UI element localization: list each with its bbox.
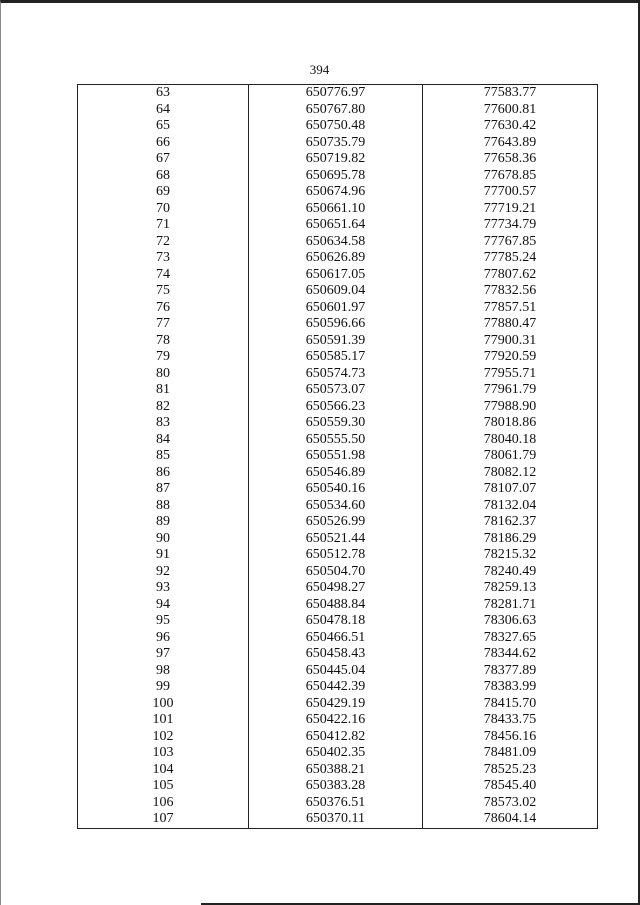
point-number-cell: 79	[78, 349, 249, 366]
y-coordinate-cell: 78433.75	[423, 712, 598, 729]
x-coordinate-cell: 650634.58	[249, 234, 423, 251]
x-coordinate-cell: 650376.51	[249, 795, 423, 812]
table-row	[78, 316, 598, 333]
y-coordinate-cell: 78162.37	[423, 514, 598, 531]
x-coordinate-cell: 650498.27	[249, 580, 423, 597]
point-number-cell: 105	[78, 778, 249, 795]
y-coordinate-cell: 78215.32	[423, 547, 598, 564]
table-row	[78, 580, 598, 597]
point-number-cell: 74	[78, 267, 249, 284]
x-coordinate-cell: 650488.84	[249, 597, 423, 614]
y-coordinate-cell: 77700.57	[423, 184, 598, 201]
x-coordinate-cell: 650546.89	[249, 465, 423, 482]
point-number-cell: 83	[78, 415, 249, 432]
y-coordinate-cell: 77857.51	[423, 300, 598, 317]
point-number-cell: 86	[78, 465, 249, 482]
x-coordinate-cell: 650661.10	[249, 201, 423, 218]
x-coordinate-cell: 650458.43	[249, 646, 423, 663]
point-number-cell: 64	[78, 102, 249, 119]
table-row	[78, 646, 598, 663]
table-row	[78, 795, 598, 812]
table-row	[78, 745, 598, 762]
point-number-cell: 100	[78, 696, 249, 713]
table-row	[78, 300, 598, 317]
x-coordinate-cell: 650422.16	[249, 712, 423, 729]
y-coordinate-cell: 77961.79	[423, 382, 598, 399]
x-coordinate-cell: 650388.21	[249, 762, 423, 779]
y-coordinate-cell: 77832.56	[423, 283, 598, 300]
y-coordinate-cell: 77678.85	[423, 168, 598, 185]
y-coordinate-cell: 78082.12	[423, 465, 598, 482]
x-coordinate-cell: 650591.39	[249, 333, 423, 350]
table-row	[78, 366, 598, 383]
y-coordinate-cell: 78018.86	[423, 415, 598, 432]
y-coordinate-cell: 78481.09	[423, 745, 598, 762]
x-coordinate-cell: 650559.30	[249, 415, 423, 432]
table-row	[78, 498, 598, 515]
y-coordinate-cell: 77719.21	[423, 201, 598, 218]
y-coordinate-cell: 78377.89	[423, 663, 598, 680]
table-row	[78, 415, 598, 432]
point-number-cell: 88	[78, 498, 249, 515]
point-number-cell: 104	[78, 762, 249, 779]
y-coordinate-cell: 77600.81	[423, 102, 598, 119]
y-coordinate-cell: 77988.90	[423, 399, 598, 416]
x-coordinate-cell: 650776.97	[249, 85, 423, 102]
table-row	[78, 118, 598, 135]
table-row	[78, 250, 598, 267]
point-number-cell: 89	[78, 514, 249, 531]
point-number-cell: 81	[78, 382, 249, 399]
table-row	[78, 564, 598, 581]
point-number-cell: 102	[78, 729, 249, 746]
x-coordinate-cell: 650735.79	[249, 135, 423, 152]
point-number-cell: 85	[78, 448, 249, 465]
table-row	[78, 283, 598, 300]
table-row	[78, 432, 598, 449]
x-coordinate-cell: 650767.80	[249, 102, 423, 119]
x-coordinate-cell: 650466.51	[249, 630, 423, 647]
point-number-cell: 69	[78, 184, 249, 201]
x-coordinate-cell: 650555.50	[249, 432, 423, 449]
x-coordinate-cell: 650566.23	[249, 399, 423, 416]
y-coordinate-cell: 78344.62	[423, 646, 598, 663]
y-coordinate-cell: 78456.16	[423, 729, 598, 746]
table-row	[78, 811, 598, 828]
x-coordinate-cell: 650540.16	[249, 481, 423, 498]
y-coordinate-cell: 78186.29	[423, 531, 598, 548]
y-coordinate-cell: 78415.70	[423, 696, 598, 713]
x-coordinate-cell: 650695.78	[249, 168, 423, 185]
table-row	[78, 597, 598, 614]
table-row	[78, 135, 598, 152]
point-number-cell: 97	[78, 646, 249, 663]
x-coordinate-cell: 650750.48	[249, 118, 423, 135]
table-row	[78, 349, 598, 366]
x-coordinate-cell: 650445.04	[249, 663, 423, 680]
y-coordinate-cell: 77955.71	[423, 366, 598, 383]
x-coordinate-cell: 650601.97	[249, 300, 423, 317]
table-row	[78, 514, 598, 531]
table-row	[78, 465, 598, 482]
table-row	[78, 382, 598, 399]
x-coordinate-cell: 650383.28	[249, 778, 423, 795]
y-coordinate-cell: 77734.79	[423, 217, 598, 234]
y-coordinate-cell: 78573.02	[423, 795, 598, 812]
point-number-cell: 67	[78, 151, 249, 168]
y-coordinate-cell: 78132.04	[423, 498, 598, 515]
x-coordinate-cell: 650442.39	[249, 679, 423, 696]
point-number-cell: 71	[78, 217, 249, 234]
table-row	[78, 547, 598, 564]
table-row	[78, 333, 598, 350]
x-coordinate-cell: 650651.64	[249, 217, 423, 234]
point-number-cell: 101	[78, 712, 249, 729]
x-coordinate-cell: 650719.82	[249, 151, 423, 168]
table-row	[78, 531, 598, 548]
y-coordinate-cell: 78383.99	[423, 679, 598, 696]
table-row	[78, 168, 598, 185]
y-coordinate-cell: 78525.23	[423, 762, 598, 779]
table-row	[78, 762, 598, 779]
point-number-cell: 99	[78, 679, 249, 696]
point-number-cell: 66	[78, 135, 249, 152]
y-coordinate-cell: 78107.07	[423, 481, 598, 498]
table-row	[78, 201, 598, 218]
y-coordinate-cell: 77643.89	[423, 135, 598, 152]
x-coordinate-cell: 650551.98	[249, 448, 423, 465]
x-coordinate-cell: 650617.05	[249, 267, 423, 284]
x-coordinate-cell: 650674.96	[249, 184, 423, 201]
y-coordinate-cell: 77807.62	[423, 267, 598, 284]
point-number-cell: 80	[78, 366, 249, 383]
point-number-cell: 92	[78, 564, 249, 581]
table-row	[78, 85, 598, 102]
point-number-cell: 103	[78, 745, 249, 762]
point-number-cell: 87	[78, 481, 249, 498]
point-number-cell: 107	[78, 811, 249, 828]
point-number-cell: 84	[78, 432, 249, 449]
y-coordinate-cell: 77900.31	[423, 333, 598, 350]
x-coordinate-cell: 650512.78	[249, 547, 423, 564]
coordinates-table-body	[78, 85, 598, 829]
table-row	[78, 663, 598, 680]
y-coordinate-cell: 78281.71	[423, 597, 598, 614]
table-row	[78, 448, 598, 465]
x-coordinate-cell: 650504.70	[249, 564, 423, 581]
table-row	[78, 778, 598, 795]
y-coordinate-cell: 78306.63	[423, 613, 598, 630]
x-coordinate-cell: 650412.82	[249, 729, 423, 746]
point-number-cell: 96	[78, 630, 249, 647]
point-number-cell: 90	[78, 531, 249, 548]
x-coordinate-cell: 650585.17	[249, 349, 423, 366]
point-number-cell: 94	[78, 597, 249, 614]
x-coordinate-cell: 650574.73	[249, 366, 423, 383]
table-row	[78, 151, 598, 168]
y-coordinate-cell: 78327.65	[423, 630, 598, 647]
x-coordinate-cell: 650596.66	[249, 316, 423, 333]
table-row	[78, 184, 598, 201]
page-number: 394	[309, 62, 330, 77]
point-number-cell: 70	[78, 201, 249, 218]
table-row	[78, 630, 598, 647]
point-number-cell: 98	[78, 663, 249, 680]
point-number-cell: 95	[78, 613, 249, 630]
point-number-cell: 77	[78, 316, 249, 333]
x-coordinate-cell: 650534.60	[249, 498, 423, 515]
table-row	[78, 217, 598, 234]
y-coordinate-cell: 78240.49	[423, 564, 598, 581]
table-row	[78, 679, 598, 696]
point-number-cell: 82	[78, 399, 249, 416]
point-number-cell: 91	[78, 547, 249, 564]
point-number-cell: 65	[78, 118, 249, 135]
table-row	[78, 267, 598, 284]
y-coordinate-cell: 77785.24	[423, 250, 598, 267]
x-coordinate-cell: 650526.99	[249, 514, 423, 531]
y-coordinate-cell: 77880.47	[423, 316, 598, 333]
x-coordinate-cell: 650521.44	[249, 531, 423, 548]
table-row	[78, 399, 598, 416]
table-row	[78, 481, 598, 498]
table-row	[78, 712, 598, 729]
x-coordinate-cell: 650626.89	[249, 250, 423, 267]
point-number-cell: 68	[78, 168, 249, 185]
y-coordinate-cell: 78259.13	[423, 580, 598, 597]
coordinates-table	[77, 84, 598, 829]
point-number-cell: 93	[78, 580, 249, 597]
x-coordinate-cell: 650429.19	[249, 696, 423, 713]
table-row	[78, 102, 598, 119]
y-coordinate-cell: 78545.40	[423, 778, 598, 795]
y-coordinate-cell: 77630.42	[423, 118, 598, 135]
table-row	[78, 729, 598, 746]
table-row	[78, 234, 598, 251]
point-number-cell: 76	[78, 300, 249, 317]
point-number-cell: 73	[78, 250, 249, 267]
y-coordinate-cell: 78604.14	[423, 811, 598, 828]
y-coordinate-cell: 77920.59	[423, 349, 598, 366]
y-coordinate-cell: 77583.77	[423, 85, 598, 102]
table-row	[78, 613, 598, 630]
x-coordinate-cell: 650478.18	[249, 613, 423, 630]
point-number-cell: 106	[78, 795, 249, 812]
x-coordinate-cell: 650573.07	[249, 382, 423, 399]
x-coordinate-cell: 650609.04	[249, 283, 423, 300]
point-number-cell: 75	[78, 283, 249, 300]
x-coordinate-cell: 650370.11	[249, 811, 423, 828]
x-coordinate-cell: 650402.35	[249, 745, 423, 762]
y-coordinate-cell: 78061.79	[423, 448, 598, 465]
point-number-cell: 72	[78, 234, 249, 251]
point-number-cell: 63	[78, 85, 249, 102]
y-coordinate-cell: 78040.18	[423, 432, 598, 449]
y-coordinate-cell: 77767.85	[423, 234, 598, 251]
y-coordinate-cell: 77658.36	[423, 151, 598, 168]
point-number-cell: 78	[78, 333, 249, 350]
table-row	[78, 696, 598, 713]
